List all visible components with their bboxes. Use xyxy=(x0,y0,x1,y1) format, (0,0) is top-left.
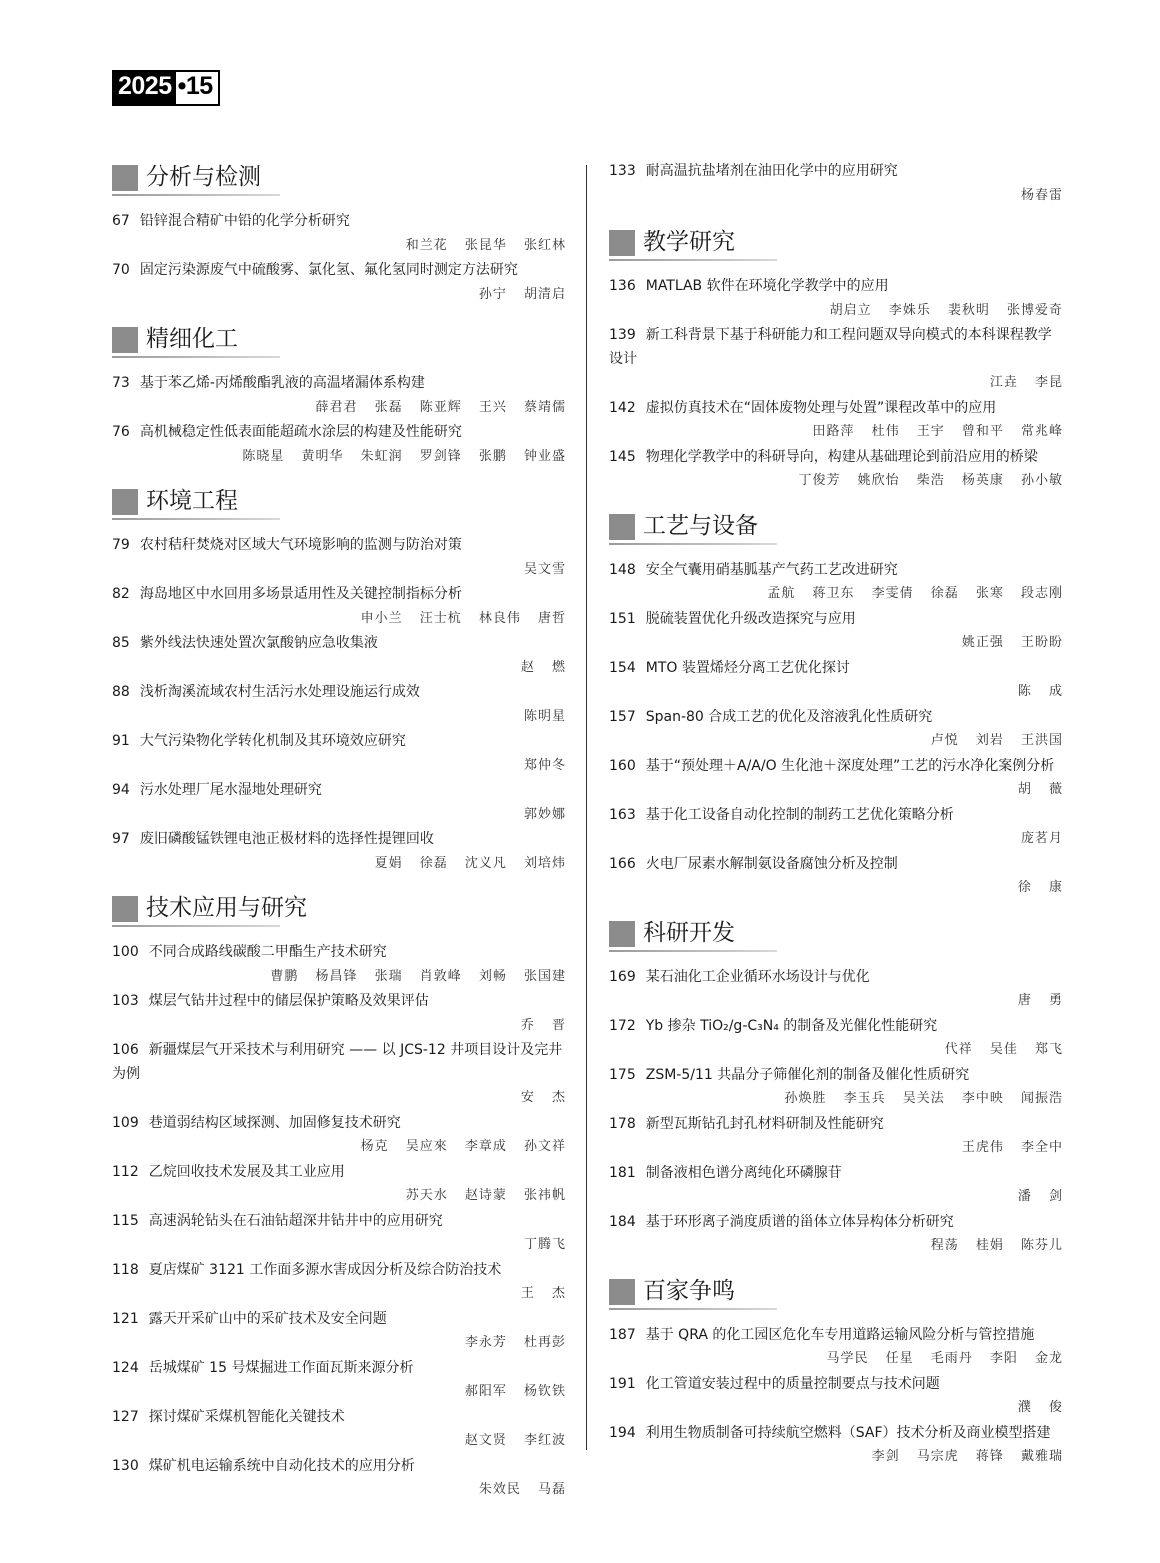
article-title-text: 固定污染源废气中硫酸雾、氯化氢、氟化氢同时测定方法研究 xyxy=(139,262,518,278)
page-number: 157 xyxy=(609,708,636,725)
article-title[interactable] xyxy=(112,1406,566,1430)
toc-entry[interactable] xyxy=(112,259,566,306)
toc-entry[interactable] xyxy=(112,990,566,1037)
toc-entry[interactable] xyxy=(609,1113,1063,1160)
toc-entry[interactable] xyxy=(112,1357,566,1404)
page-number: 109 xyxy=(112,1114,139,1131)
section-marker-block xyxy=(112,165,138,191)
article-authors: 和兰花 张昆华 张红林 xyxy=(405,237,566,253)
article-authors: 苏天水 赵诗蒙 张祎帆 xyxy=(405,1188,566,1203)
section-heading xyxy=(609,916,1063,952)
article-title-text: 虚拟仿真技术在“固体废物处理与处置”课程改革中的应用 xyxy=(645,399,997,416)
toc-entry[interactable] xyxy=(609,608,1063,655)
toc-entry[interactable] xyxy=(609,1015,1063,1062)
article-title-text: 耐高温抗盐堵剂在油田化学中的应用研究 xyxy=(645,163,898,179)
page-number: 85 xyxy=(112,635,130,651)
article-authors: 丁腾飞 xyxy=(523,1237,566,1252)
article-authors: 赵 燃 xyxy=(520,659,566,675)
page-number: 115 xyxy=(112,1212,139,1229)
toc-entry[interactable] xyxy=(112,372,566,419)
article-authors: 安 杰 xyxy=(520,1090,566,1105)
article-title-text: 高速涡轮钻头在石油钻超深井钻井中的应用研究 xyxy=(148,1212,443,1229)
section-underline xyxy=(112,518,280,520)
section-heading xyxy=(112,322,566,358)
issue-number: •15 xyxy=(176,72,218,104)
article-title-text: 夏店煤矿 3121 工作面多源水害成因分析及综合防治技术 xyxy=(148,1261,502,1278)
article-title[interactable] xyxy=(112,1357,566,1381)
page-number: 139 xyxy=(609,327,636,343)
toc-entry[interactable] xyxy=(112,1455,566,1502)
article-title-text: 高机械稳定性低表面能超疏水涂层的构建及性能研究 xyxy=(139,424,462,440)
page-number: 130 xyxy=(112,1457,139,1474)
toc-entry[interactable] xyxy=(609,1162,1063,1209)
toc-entry[interactable] xyxy=(609,397,1063,444)
article-title-text: 化工管道安装过程中的质量控制要点与技术问题 xyxy=(645,1375,940,1392)
page-number: 73 xyxy=(112,375,130,391)
article-authors: 曹鹏 杨昌锋 张瑞 肖敦峰 刘畅 张国建 xyxy=(270,968,566,984)
issue-year: 2025 xyxy=(114,72,176,104)
toc-entry[interactable] xyxy=(609,446,1063,493)
article-authors: 王虎伟 李全中 xyxy=(961,1140,1063,1155)
article-authors: 孙宁 胡清启 xyxy=(478,286,566,302)
toc-entry[interactable] xyxy=(609,1324,1063,1371)
article-title[interactable] xyxy=(112,730,566,754)
article-title-text: 铅锌混合精矿中铅的化学分析研究 xyxy=(139,213,350,229)
article-title-text: Yb 掺杂 TiO₂/g-C₃N₄ 的制备及光催化性能研究 xyxy=(645,1017,938,1034)
article-authors: 胡启立 李姝乐 裴秋明 张博爱奇 xyxy=(829,302,1063,318)
article-title-text: 新工科背景下基于科研能力和工程问题双导向模式的本科课程教学设计 xyxy=(609,327,1052,367)
page-number: 82 xyxy=(112,586,130,602)
article-title[interactable] xyxy=(112,1308,566,1332)
article-authors: 吴文雪 xyxy=(523,561,566,577)
page-number: 154 xyxy=(609,659,636,676)
section-underline xyxy=(609,543,777,545)
section-title: 教学研究 xyxy=(643,229,735,255)
article-authors: 濮 俊 xyxy=(1017,1400,1063,1415)
article-title-text: 某石油化工企业循环水场设计与优化 xyxy=(645,968,870,985)
article-title[interactable] xyxy=(112,941,566,965)
toc-entry[interactable] xyxy=(112,1210,566,1257)
article-authors: 马学民 任星 毛雨丹 李阳 金龙 xyxy=(826,1351,1063,1366)
article-title[interactable] xyxy=(112,1210,566,1234)
article-title-text: 不同合成路线碳酸二甲酯生产技术研究 xyxy=(148,944,387,960)
page-number: 106 xyxy=(112,1042,139,1058)
section-heading xyxy=(609,225,1063,261)
article-title-text: MATLAB 软件在环境化学教学中的应用 xyxy=(645,278,889,294)
issue-badge xyxy=(112,70,220,106)
page-number: 145 xyxy=(609,448,636,465)
page-number: 151 xyxy=(609,610,636,627)
article-title[interactable] xyxy=(112,583,566,607)
article-title[interactable] xyxy=(609,324,1063,371)
page-number: 142 xyxy=(609,399,636,416)
page-number: 184 xyxy=(609,1213,636,1230)
article-authors: 郑仲冬 xyxy=(523,757,566,773)
toc-entry[interactable] xyxy=(112,779,566,826)
article-authors: 姚正强 王盼盼 xyxy=(961,635,1063,650)
page-number: 100 xyxy=(112,944,139,960)
page-number: 124 xyxy=(112,1359,139,1376)
article-title[interactable] xyxy=(609,966,1063,990)
article-title[interactable] xyxy=(609,275,1063,299)
toc-entry[interactable] xyxy=(609,324,1063,395)
toc-entry[interactable] xyxy=(112,730,566,777)
toc-entry[interactable] xyxy=(609,1064,1063,1111)
toc-right-column xyxy=(609,160,1063,1471)
article-title[interactable] xyxy=(112,828,566,852)
page-number: 103 xyxy=(112,993,139,1009)
article-title-text: 脱硫装置优化升级改造探究与应用 xyxy=(645,610,856,627)
article-authors: 申小兰 汪士杭 林良伟 唐哲 xyxy=(360,610,566,626)
article-title-text: 新型瓦斯钻孔封孔材料研制及性能研究 xyxy=(645,1115,884,1132)
section-marker-block xyxy=(112,327,138,353)
section-marker-block xyxy=(112,896,138,922)
article-title[interactable] xyxy=(112,779,566,803)
article-title[interactable] xyxy=(609,1113,1063,1137)
section-title: 分析与检测 xyxy=(146,164,261,190)
article-authors: 田路萍 杜伟 王宇 曾和平 常兆峰 xyxy=(812,424,1063,439)
article-title[interactable] xyxy=(609,559,1063,583)
article-title[interactable] xyxy=(112,1039,566,1086)
article-title[interactable] xyxy=(609,1373,1063,1397)
toc-entry[interactable] xyxy=(112,534,566,581)
section-underline xyxy=(112,194,280,196)
article-title-text: 乙烷回收技术发展及其工业应用 xyxy=(148,1163,345,1180)
article-authors: 乔 晋 xyxy=(520,1017,566,1033)
article-title-text: 基于“预处理＋A/A/O 生化池＋深度处理”工艺的污水净化案例分析 xyxy=(645,757,1055,774)
toc-entry[interactable] xyxy=(112,941,566,988)
article-title-text: 物理化学教学中的科研导向，构建从基础理论到前沿应用的桥梁 xyxy=(645,448,1038,465)
article-authors: 李剑 马宗虎 蒋锋 戴雅瑞 xyxy=(871,1449,1063,1464)
section-title: 百家争鸣 xyxy=(643,1277,735,1304)
article-title-text: 污水处理厂尾水湿地处理研究 xyxy=(139,782,322,798)
section-underline xyxy=(112,925,280,927)
page-number: 181 xyxy=(609,1164,636,1181)
article-title[interactable] xyxy=(112,210,566,234)
toc-entry[interactable] xyxy=(112,632,566,679)
page-number: 121 xyxy=(112,1310,139,1327)
toc-entry[interactable] xyxy=(609,657,1063,704)
page-number: 194 xyxy=(609,1424,636,1441)
article-title-text: 煤层气钻井过程中的储层保护策略及效果评估 xyxy=(148,993,429,1009)
toc-entry[interactable] xyxy=(609,1422,1063,1469)
article-title-text: 海岛地区中水回用多场景适用性及关键控制指标分析 xyxy=(139,586,462,602)
page-number: 166 xyxy=(609,855,636,872)
article-authors: 薛君君 张磊 陈亚辉 王兴 蔡靖儒 xyxy=(315,399,566,415)
toc-entry[interactable] xyxy=(112,1161,566,1208)
article-title-text: 火电厂尿素水解制氨设备腐蚀分析及控制 xyxy=(645,855,898,872)
article-authors: 李永芳 杜再彭 xyxy=(464,1335,566,1350)
section-title: 环境工程 xyxy=(146,488,238,514)
article-title-text: 利用生物质制备可持续航空燃料（SAF）技术分析及商业模型搭建 xyxy=(645,1424,1051,1441)
article-authors: 卢悦 刘岩 王洪国 xyxy=(930,733,1063,748)
article-title-text: 紫外线法快速处置次氯酸钠应急收集液 xyxy=(139,635,378,651)
article-title[interactable] xyxy=(609,1211,1063,1235)
article-authors: 代祥 吴佳 郑飞 xyxy=(944,1042,1063,1057)
article-authors: 潘 剑 xyxy=(1017,1189,1063,1204)
article-title[interactable] xyxy=(609,1064,1063,1088)
page-number: 127 xyxy=(112,1408,139,1425)
article-title-text: ZSM-5/11 共晶分子筛催化剂的制备及催化性质研究 xyxy=(645,1066,970,1083)
page-number: 70 xyxy=(112,262,130,278)
article-authors: 赵文贤 李红波 xyxy=(464,1433,566,1448)
article-title-text: 制备液相色谱分离纯化环磷腺苷 xyxy=(645,1164,842,1181)
section-underline xyxy=(609,950,777,952)
article-authors: 陈晓星 黄明华 朱虹润 罗剑锋 张鹏 钟业盛 xyxy=(242,448,566,464)
section-heading xyxy=(112,160,566,196)
article-title[interactable] xyxy=(609,1422,1063,1446)
toc-left-column xyxy=(112,160,566,1504)
toc-entry[interactable] xyxy=(112,681,566,728)
page-number: 79 xyxy=(112,537,130,553)
section-title: 技术应用与研究 xyxy=(146,895,307,921)
column-divider xyxy=(586,165,587,1450)
toc-entry[interactable] xyxy=(112,828,566,875)
article-authors: 郝阳军 杨钦铁 xyxy=(464,1384,566,1399)
article-title[interactable] xyxy=(609,397,1063,421)
article-title[interactable] xyxy=(112,681,566,705)
section-title: 科研开发 xyxy=(643,919,735,946)
toc-entry[interactable] xyxy=(609,804,1063,851)
article-title[interactable] xyxy=(609,755,1063,779)
page-number: 88 xyxy=(112,684,130,700)
toc-entry[interactable] xyxy=(609,1373,1063,1420)
article-title[interactable] xyxy=(609,1162,1063,1186)
article-title-text: 探讨煤矿采煤机智能化关键技术 xyxy=(148,1408,345,1425)
section-title: 精细化工 xyxy=(146,326,238,352)
toc-entry[interactable] xyxy=(609,1211,1063,1258)
article-authors: 陈明星 xyxy=(523,708,566,724)
article-title[interactable] xyxy=(112,990,566,1014)
article-title-text: 浅析淘溪流域农村生活污水处理设施运行成效 xyxy=(139,684,420,700)
toc-entry[interactable] xyxy=(609,853,1063,900)
toc-entry[interactable] xyxy=(609,755,1063,802)
article-title[interactable] xyxy=(112,632,566,656)
page-number: 163 xyxy=(609,806,636,823)
article-title[interactable] xyxy=(112,1455,566,1479)
article-authors: 江垚 李昆 xyxy=(989,375,1063,390)
page-number: 172 xyxy=(609,1017,636,1034)
section-marker-block xyxy=(609,514,635,540)
page-number: 112 xyxy=(112,1163,139,1180)
toc-entry[interactable] xyxy=(609,706,1063,753)
article-authors: 杨克 吴应來 李章成 孙文祥 xyxy=(360,1139,566,1154)
page-number: 191 xyxy=(609,1375,636,1392)
article-title-text: 农村秸秆焚烧对区域大气环境影响的监测与防治对策 xyxy=(139,537,462,553)
article-title-text: 基于化工设备自动化控制的制药工艺优化策略分析 xyxy=(645,806,954,823)
article-authors: 唐 勇 xyxy=(1017,993,1063,1008)
toc-entry[interactable] xyxy=(112,1259,566,1306)
toc-entry[interactable] xyxy=(112,1039,566,1110)
article-title[interactable] xyxy=(112,372,566,396)
article-title-text: Span-80 合成工艺的优化及溶液乳化性质研究 xyxy=(645,708,933,725)
section-title: 工艺与设备 xyxy=(643,512,758,539)
article-authors: 朱效民 马磊 xyxy=(478,1482,566,1497)
toc-entry[interactable] xyxy=(112,421,566,468)
article-title-text: 新疆煤层气开采技术与利用研究 —— 以 JCS-12 井项目设计及完井为例 xyxy=(112,1042,563,1082)
article-title[interactable] xyxy=(112,1112,566,1136)
article-authors: 郭妙娜 xyxy=(523,806,566,822)
article-title-text: 巷道弱结构区域探测、加固修复技术研究 xyxy=(148,1114,401,1131)
article-authors: 王 杰 xyxy=(520,1286,566,1301)
article-title-text: 大气污染物化学转化机制及其环境效应研究 xyxy=(139,733,406,749)
article-title-text: 基于环形离子淌度质谱的甾体立体异构体分析研究 xyxy=(645,1213,954,1230)
page-number: 148 xyxy=(609,561,636,578)
section-heading xyxy=(609,509,1063,545)
article-authors: 程荡 桂娟 陈芬儿 xyxy=(930,1238,1063,1253)
article-title[interactable] xyxy=(609,446,1063,470)
article-title[interactable] xyxy=(609,608,1063,632)
article-title-text: 基于 QRA 的化工园区危化车专用道路运输风险分析与管控措施 xyxy=(645,1326,1035,1343)
article-title[interactable] xyxy=(609,706,1063,730)
page-number: 97 xyxy=(112,831,130,847)
section-heading xyxy=(112,891,566,927)
page-number: 94 xyxy=(112,782,130,798)
article-title-text: MTO 装置烯烃分离工艺优化探讨 xyxy=(645,659,850,676)
toc-entry[interactable] xyxy=(112,583,566,630)
section-marker-block xyxy=(609,921,635,947)
article-title[interactable] xyxy=(112,534,566,558)
section-marker-block xyxy=(609,230,635,256)
article-title-text: 基于苯乙烯-丙烯酸酯乳液的高温堵漏体系构建 xyxy=(139,375,425,391)
page-number: 175 xyxy=(609,1066,636,1083)
article-authors: 陈 成 xyxy=(1017,684,1063,699)
article-authors: 孟航 蒋卫东 李雯倩 徐磊 张寒 段志刚 xyxy=(767,586,1063,601)
article-authors: 徐 康 xyxy=(1017,880,1063,895)
article-title[interactable] xyxy=(609,853,1063,877)
section-underline xyxy=(112,356,280,358)
article-title[interactable] xyxy=(112,1161,566,1185)
toc-entry[interactable] xyxy=(112,1308,566,1355)
article-title-text: 废旧磷酸锰铁锂电池正极材料的选择性提锂回收 xyxy=(139,831,434,847)
article-authors: 庞茗月 xyxy=(1020,831,1063,846)
article-title[interactable] xyxy=(112,421,566,445)
toc-entry[interactable] xyxy=(609,160,1063,207)
page-number: 91 xyxy=(112,733,130,749)
article-authors: 丁俊芳 姚欣怡 柴浩 杨英康 孙小敏 xyxy=(798,473,1063,488)
toc-entry[interactable] xyxy=(112,1406,566,1453)
toc-entry[interactable] xyxy=(112,210,566,257)
page-number: 178 xyxy=(609,1115,636,1132)
article-authors: 夏娟 徐磊 沈义凡 刘培炜 xyxy=(374,855,566,871)
page-number: 187 xyxy=(609,1326,636,1343)
page-number: 118 xyxy=(112,1261,139,1278)
article-authors: 孙焕胜 李玉兵 吴关法 李中映 闻振浩 xyxy=(784,1091,1063,1106)
page-number: 67 xyxy=(112,213,130,229)
article-title[interactable] xyxy=(609,804,1063,828)
toc-entry[interactable] xyxy=(609,559,1063,606)
article-title[interactable] xyxy=(609,657,1063,681)
toc-entry[interactable] xyxy=(112,1112,566,1159)
article-title[interactable] xyxy=(112,259,566,283)
article-title[interactable] xyxy=(609,1015,1063,1039)
article-title-text: 煤矿机电运输系统中自动化技术的应用分析 xyxy=(148,1457,415,1474)
page-number: 133 xyxy=(609,163,636,179)
page-number: 160 xyxy=(609,757,636,774)
article-title[interactable] xyxy=(609,160,1063,184)
article-title-text: 露天开采矿山中的采矿技术及安全问题 xyxy=(148,1310,387,1327)
section-marker-block xyxy=(112,489,138,515)
section-marker-block xyxy=(609,1279,635,1305)
page-number: 169 xyxy=(609,968,636,985)
article-title-text: 安全气囊用硝基胍基产气药工艺改进研究 xyxy=(645,561,898,578)
article-title-text: 岳城煤矿 15 号煤掘进工作面瓦斯来源分析 xyxy=(148,1359,414,1376)
article-title[interactable] xyxy=(112,1259,566,1283)
section-underline xyxy=(609,259,777,261)
section-underline xyxy=(609,1308,777,1310)
page-number: 76 xyxy=(112,424,130,440)
section-heading xyxy=(609,1274,1063,1310)
page-number: 136 xyxy=(609,278,636,294)
toc-entry[interactable] xyxy=(609,966,1063,1013)
article-title[interactable] xyxy=(609,1324,1063,1348)
article-authors: 杨春雷 xyxy=(1020,187,1063,203)
toc-entry[interactable] xyxy=(609,275,1063,322)
section-heading xyxy=(112,484,566,520)
article-authors: 胡 薇 xyxy=(1017,782,1063,797)
